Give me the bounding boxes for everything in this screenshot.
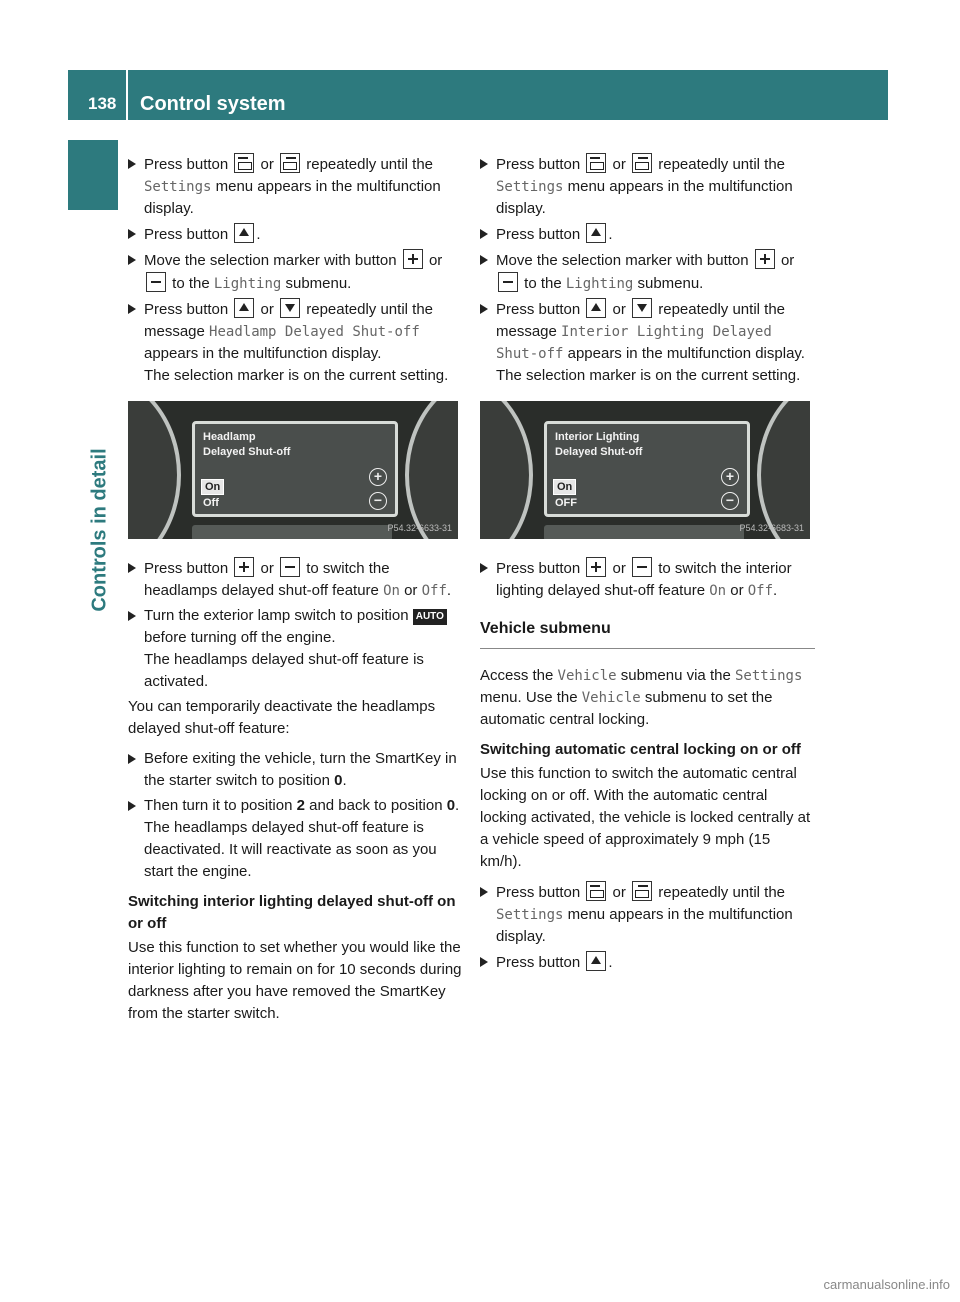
display-menu-right-icon [632, 881, 652, 901]
step-arrow-icon [128, 754, 136, 764]
auto-icon: AUTO [413, 609, 447, 625]
step-arrow-icon [480, 159, 488, 169]
down-arrow-icon [632, 298, 652, 318]
section-heading: Vehicle submenu [480, 618, 815, 649]
watermark: carmanualsonline.info [823, 1277, 950, 1292]
list-item: Move the selection marker with button or to the Lighting submenu. [128, 249, 463, 295]
paragraph: Use this function to set whether you would like the interior lighting to remain on for 10 seconds during darkness after you have removed the SmartKey from the starter switch. [128, 939, 462, 1022]
display-menu-right-icon [280, 153, 300, 173]
display-menu-left-icon [586, 153, 606, 173]
display-figure [128, 401, 458, 539]
section-title: Control system [140, 93, 286, 115]
figure-label: P54.32-6683-31 [739, 523, 804, 533]
minus-icon [498, 272, 518, 292]
list-item: Then turn it to position 2 and back to position 0. The headlamps delayed shut-off feature is deactivated. It will reactivate as soon as you start the engine. [128, 795, 463, 883]
option-on: On [553, 479, 576, 495]
step-arrow-icon [480, 255, 488, 265]
list-item: Press button or repeatedly until the message Headlamp Delayed Shut-off appears in the multifunction display. The selection marker is on the current setting. [128, 298, 463, 387]
list-item: Before exiting the vehicle, turn the SmartKey in the starter switch to position 0. [128, 748, 463, 792]
down-arrow-icon [280, 298, 300, 318]
header-divider [126, 70, 128, 120]
gauge-left [480, 401, 533, 539]
subheading: Switching interior lighting delayed shut-off on or off [128, 893, 456, 932]
paragraph: Use this function to switch the automatic central locking on or off. With the automatic central locking activated, the vehicle is locked centrally at a vehicle speed of approximately 9 mph (15 km/h). [480, 765, 811, 870]
paragraph: Access the Vehicle submenu via the Settings menu. Use the Vehicle submenu to set the automatic central locking. [480, 667, 803, 728]
option-off: Off [203, 497, 219, 509]
page-number: 138 [88, 94, 117, 113]
step-arrow-icon [128, 801, 136, 811]
list-item: Turn the exterior lamp switch to position AUTO before turning off the engine. The headlamps delayed shut-off feature is activated. [128, 605, 463, 693]
step-arrow-icon [480, 887, 488, 897]
display-lower-bar [544, 525, 744, 539]
list-item: Press button or repeatedly until the Settings menu appears in the multifunction display. [480, 881, 815, 948]
gauge-left [128, 401, 181, 539]
plus-icon [234, 557, 254, 577]
side-label-text: Controls in detail [89, 448, 111, 612]
plus-icon: + [369, 468, 387, 486]
gauge-right [757, 401, 810, 539]
option-on: On [201, 479, 224, 495]
step-arrow-icon [128, 229, 136, 239]
figure-label: P54.32-6633-31 [387, 523, 452, 533]
plus-icon [755, 249, 775, 269]
multifunction-display: Headlamp Delayed Shut-off On Off + − [192, 421, 398, 517]
list-item: Press button or repeatedly until the Settings menu appears in the multifunction display. [480, 153, 815, 220]
plus-icon [403, 249, 423, 269]
paragraph: You can temporarily deactivate the headlamps delayed shut-off feature: [128, 698, 436, 737]
list-item: Press button . [480, 951, 815, 974]
right-column [480, 153, 815, 977]
side-label [80, 400, 120, 660]
display-figure [480, 401, 810, 539]
display-lower-bar [192, 525, 392, 539]
step-arrow-icon [128, 563, 136, 573]
minus-icon: − [721, 492, 739, 510]
option-off: OFF [555, 497, 577, 509]
minus-icon [632, 557, 652, 577]
step-arrow-icon [480, 563, 488, 573]
list-item: Press button or repeatedly until the Settings menu appears in the multifunction display. [128, 153, 463, 220]
multifunction-display: Interior Lighting Delayed Shut-off On OFF + − [544, 421, 750, 517]
up-arrow-icon [234, 223, 254, 243]
list-item: Press button or to switch the headlamps delayed shut-off feature On or Off. [128, 557, 463, 602]
list-item: Press button or to switch the interior lighting delayed shut-off feature On or Off. [480, 557, 815, 602]
plus-icon: + [721, 468, 739, 486]
minus-icon [280, 557, 300, 577]
side-tab [68, 140, 118, 210]
left-column [128, 153, 463, 1033]
step-arrow-icon [128, 304, 136, 314]
up-arrow-icon [586, 951, 606, 971]
up-arrow-icon [586, 223, 606, 243]
subheading: Switching automatic central locking on or off [480, 741, 801, 758]
step-arrow-icon [128, 159, 136, 169]
minus-icon [146, 272, 166, 292]
plus-icon [586, 557, 606, 577]
gauge-right [405, 401, 458, 539]
display-menu-left-icon [586, 881, 606, 901]
up-arrow-icon [586, 298, 606, 318]
display-menu-right-icon [632, 153, 652, 173]
list-item: Press button . [480, 223, 815, 246]
step-arrow-icon [128, 611, 136, 621]
display-menu-left-icon [234, 153, 254, 173]
up-arrow-icon [234, 298, 254, 318]
step-arrow-icon [480, 229, 488, 239]
list-item: Press button or repeatedly until the message Interior Lighting Delayed Shut-off appears in the multifunction display. The selection marker is on the current setting. [480, 298, 815, 387]
minus-icon: − [369, 492, 387, 510]
list-item: Press button . [128, 223, 463, 246]
list-item: Move the selection marker with button or to the Lighting submenu. [480, 249, 815, 295]
step-arrow-icon [480, 304, 488, 314]
step-arrow-icon [480, 957, 488, 967]
step-arrow-icon [128, 255, 136, 265]
